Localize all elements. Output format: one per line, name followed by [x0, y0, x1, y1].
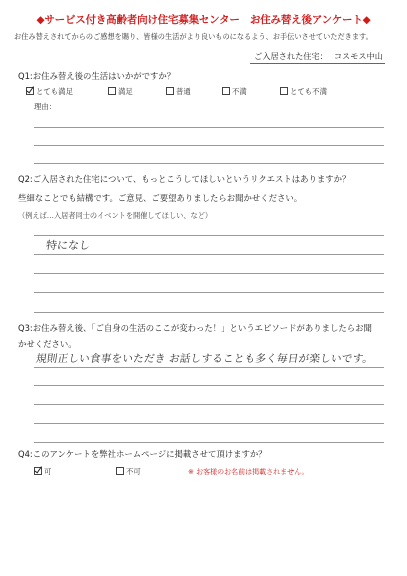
checkbox-icon	[108, 87, 116, 95]
q3-question-line2: かせください。	[18, 339, 77, 349]
q1-reason-line[interactable]	[34, 163, 384, 164]
checkbox-icon	[280, 87, 288, 95]
option-label: 普通	[176, 87, 191, 96]
q1-reason-line[interactable]	[34, 127, 384, 128]
q1-reason-line[interactable]	[34, 145, 384, 146]
option-label: 不満	[232, 87, 247, 96]
survey-title: ◆サービス付き高齢者向け住宅募集センター お住み替え後アンケート◆	[36, 14, 371, 26]
q1-option-satisfied[interactable]	[108, 86, 133, 97]
q1-reason-label: 理由：	[34, 102, 57, 111]
residence-info	[254, 51, 383, 62]
q3-answer-line[interactable]	[34, 367, 384, 368]
option-label: とても満足	[36, 87, 73, 96]
q1-question: Q1:お住み替え後の生活はいかがですか？	[18, 71, 176, 81]
option-label: 不可	[126, 467, 141, 476]
q3-answer-handwritten: 規則正しい食事をいただき お話しすることも多く毎日が楽しいです。	[35, 353, 375, 365]
q1-option-very-satisfied[interactable]	[26, 86, 73, 97]
q4-question: Q4:このアンケートを弊社ホームページに掲載させて頂けますか？	[18, 449, 267, 459]
q2-example: （例えば…入居者同士のイベントを開催してほしい、など）	[18, 211, 213, 220]
option-label: 満足	[118, 87, 133, 96]
q3-answer-line[interactable]	[34, 442, 384, 443]
q4-option-allow[interactable]	[34, 466, 51, 477]
q3-answer-line[interactable]	[34, 423, 384, 424]
q1-option-very-dissatisfied[interactable]	[280, 86, 327, 97]
q1-option-normal[interactable]	[166, 86, 191, 97]
q2-answer-line[interactable]	[34, 292, 384, 293]
q2-question-line2: 些細なことでも結構です。ご意見、ご要望ありましたらお聞かせください。	[18, 193, 303, 203]
q3-answer-line[interactable]	[34, 385, 384, 386]
checkbox-checked-icon	[34, 467, 42, 475]
q4-option-deny[interactable]	[116, 466, 141, 477]
option-label: 可	[44, 467, 52, 476]
residence-value: コスモス中山	[333, 51, 383, 61]
q2-answer-line[interactable]	[34, 254, 384, 255]
option-label: とても不満	[290, 87, 327, 96]
residence-label: ご入居された住宅：	[254, 51, 328, 61]
q3-answer-line[interactable]	[34, 404, 384, 405]
q2-answer-line[interactable]	[34, 312, 384, 313]
q2-question-line1: Q2:ご入居された住宅について、もっとこうしてほしいというリクエストはありますか？	[18, 174, 351, 184]
q4-privacy-note: ※ お客様のお名前は掲載されません。	[188, 468, 309, 476]
q3-question-line1: Q3:お住み替え後、「ご自身の生活のここが変わった！」というエピソードがありましたらお聞	[18, 323, 372, 333]
q1-option-dissatisfied[interactable]	[222, 86, 247, 97]
checkbox-icon	[166, 87, 174, 95]
q2-answer-handwritten: 特になし	[45, 239, 91, 252]
q2-answer-line[interactable]	[34, 273, 384, 274]
q2-answer-line[interactable]	[34, 235, 384, 236]
checkbox-icon	[222, 87, 230, 95]
checkbox-icon	[116, 467, 124, 475]
residence-underline	[250, 63, 385, 64]
checkbox-checked-icon	[26, 87, 34, 95]
intro-text: お住み替えされてからのご感想を賜り、皆様の生活がより良いものになるよう、お手伝いさせていただきます。	[14, 32, 373, 41]
